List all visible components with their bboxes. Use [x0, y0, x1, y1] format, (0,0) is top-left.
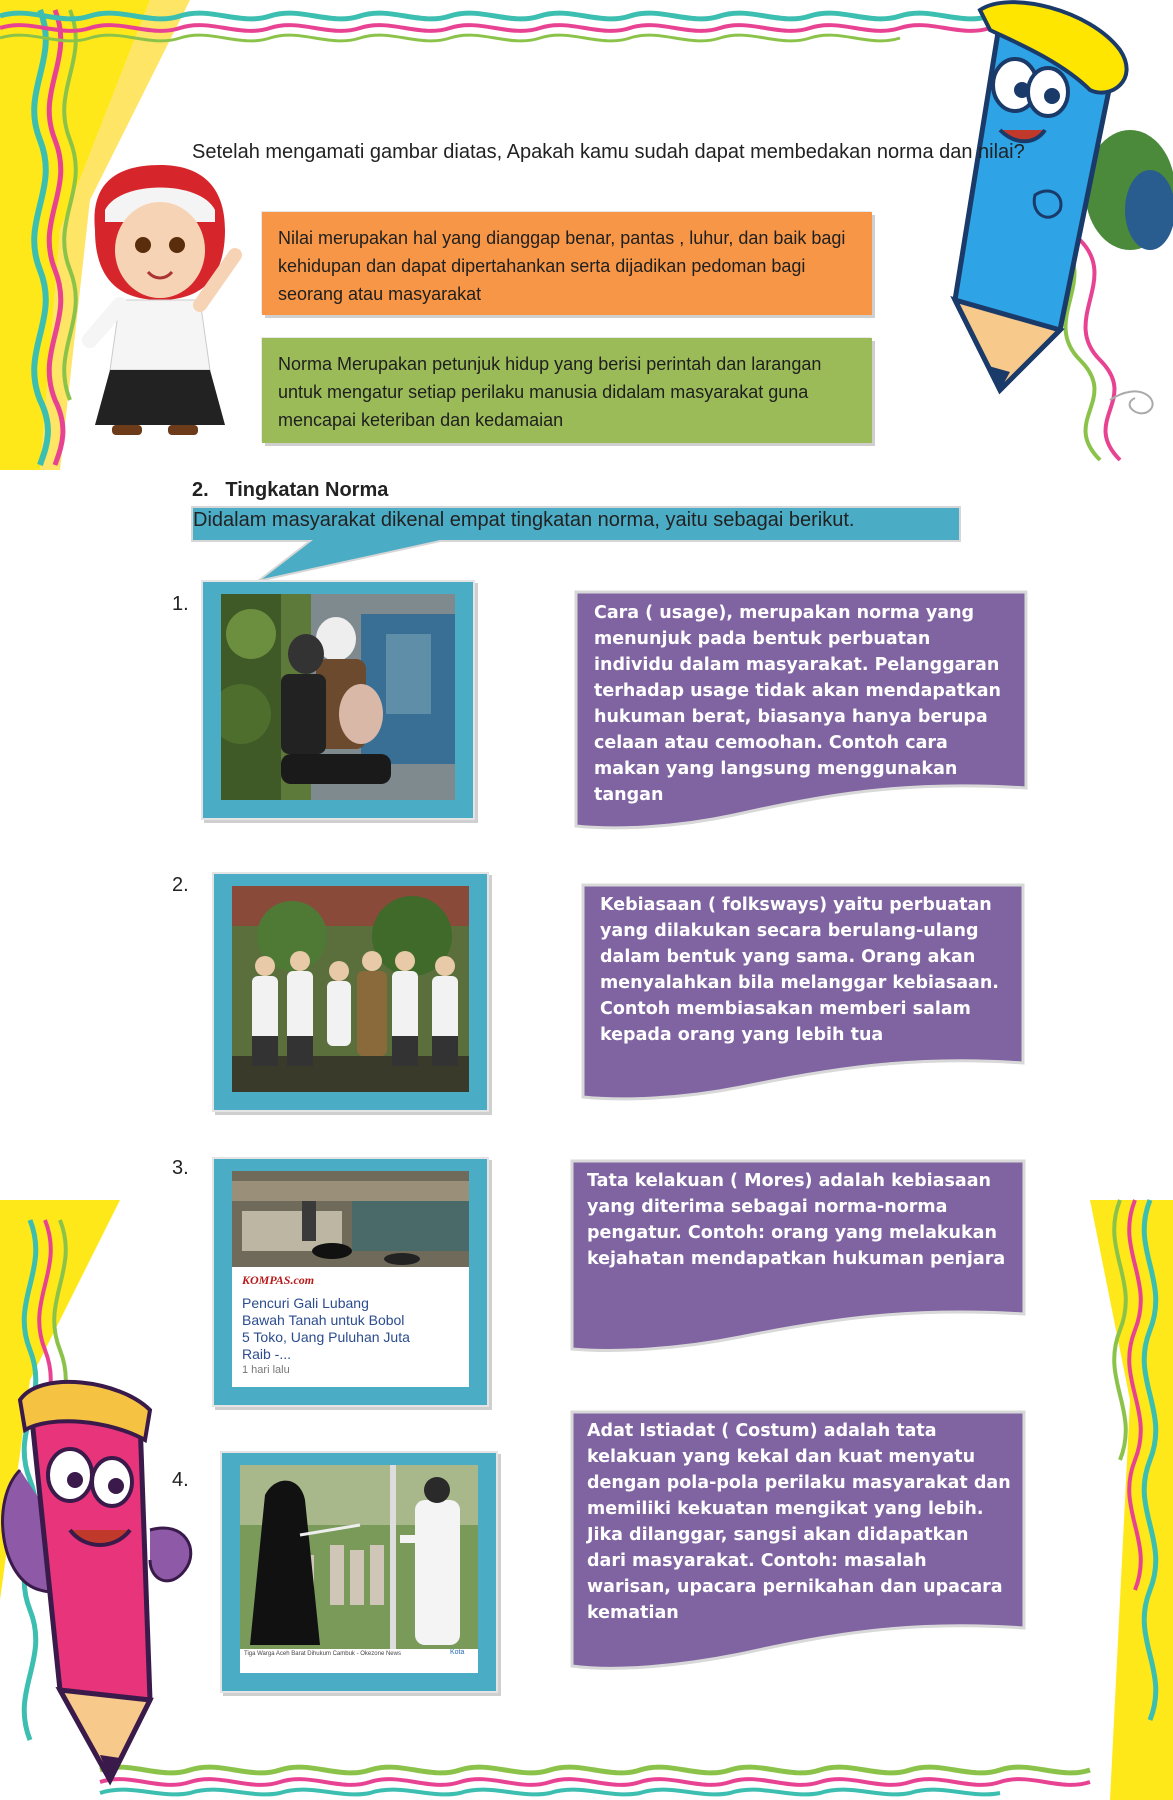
level-2-photo: [232, 886, 469, 1092]
level-1-photo-frame: [203, 582, 473, 818]
level-number: 3.: [172, 1157, 189, 1179]
news-source: KOMPAS.com: [242, 1273, 315, 1287]
photo4-caption: Tiga Warga Aceh Barat Dihukum Cambuk - Okezone News: [244, 1651, 401, 1657]
definition-norma-box: Norma Merupakan petunjuk hidup yang berisi perintah dan larangan untuk mengatur setiap perilaku manusia didalam masyarakat guna mencapai keteriban dan kedamaian: [262, 338, 872, 443]
news-headline[interactable]: Pencuri Gali Lubang Bawah Tanah untuk Bobol 5 Toko, Uang Puluhan Juta Raib -...: [242, 1295, 410, 1362]
news-time: 1 hari lalu: [242, 1364, 290, 1376]
pink-pencil-mascot-icon: [3, 1382, 191, 1780]
level-2-text: Kebiasaan ( folksways) yaitu perbuatan yang dilakukan secara berulang-ulang dalam bentuk yang sama. Orang akan menyalahkan bila melanggar kebiasaan. Contoh membiasakan memberi salam kepada orang yang lebih tua: [600, 895, 999, 1045]
level-number: 1.: [172, 593, 189, 615]
section-number: 2.: [192, 479, 209, 501]
section-intro: Didalam masyarakat dikenal empat tingkatan norma, yaitu sebagai berikut.: [193, 509, 855, 531]
level-3-text: Tata kelakuan ( Mores) adalah kebiasaan yang diterima sebagai norma-norma pengatur. Contoh: orang yang melakukan kejahatan mendapatkan hukuman penjara: [587, 1171, 1006, 1269]
level-number: 4.: [172, 1469, 189, 1491]
definition-nilai-box: Nilai merupakan hal yang dianggap benar, pantas , luhur, dan baik bagi kehidupan dan dapat dipertahankan serta dijadikan pedoman bagi seorang atau masyarakat: [262, 212, 872, 315]
level-3-photo: [232, 1171, 469, 1387]
section-heading: [192, 479, 388, 502]
intro-question: Setelah mengamati gambar diatas, Apakah kamu sudah dapat membedakan norma dan nilai?: [192, 141, 1025, 163]
level-4-text: Adat Istiadat ( Costum) adalah tata kelakuan yang kekal dan kuat menyatu dengan pola-pola perilaku masyarakat dan memiliki kekuatan mengikat yang lebih. Jika dilanggar, sangsi akan didapatkan dari masyarakat. Contoh: masalah warisan, upacara pernikahan dan upacara kematian: [587, 1421, 1011, 1623]
section-title: Tingkatan Norma: [225, 479, 389, 501]
level-number: 2.: [172, 874, 189, 896]
level-3-photo-frame: [214, 1159, 487, 1405]
level-1-photo: [221, 594, 455, 800]
photo4-tag: Kota: [450, 1649, 465, 1656]
girl-character-icon: [90, 165, 235, 435]
level-2-photo-frame: [214, 874, 487, 1110]
level-4-photo: [240, 1465, 478, 1673]
level-4-photo-frame: [222, 1453, 496, 1691]
level-1-text: Cara ( usage), merupakan norma yang menunjuk pada bentuk perbuatan individu dalam masyarakat. Pelanggaran terhadap usage tidak akan mendapatkan hukuman berat, biasanya hanya berupa celaan atau cemoohan. Contoh cara makan yang langsung menggunakan tangan: [594, 603, 1002, 805]
